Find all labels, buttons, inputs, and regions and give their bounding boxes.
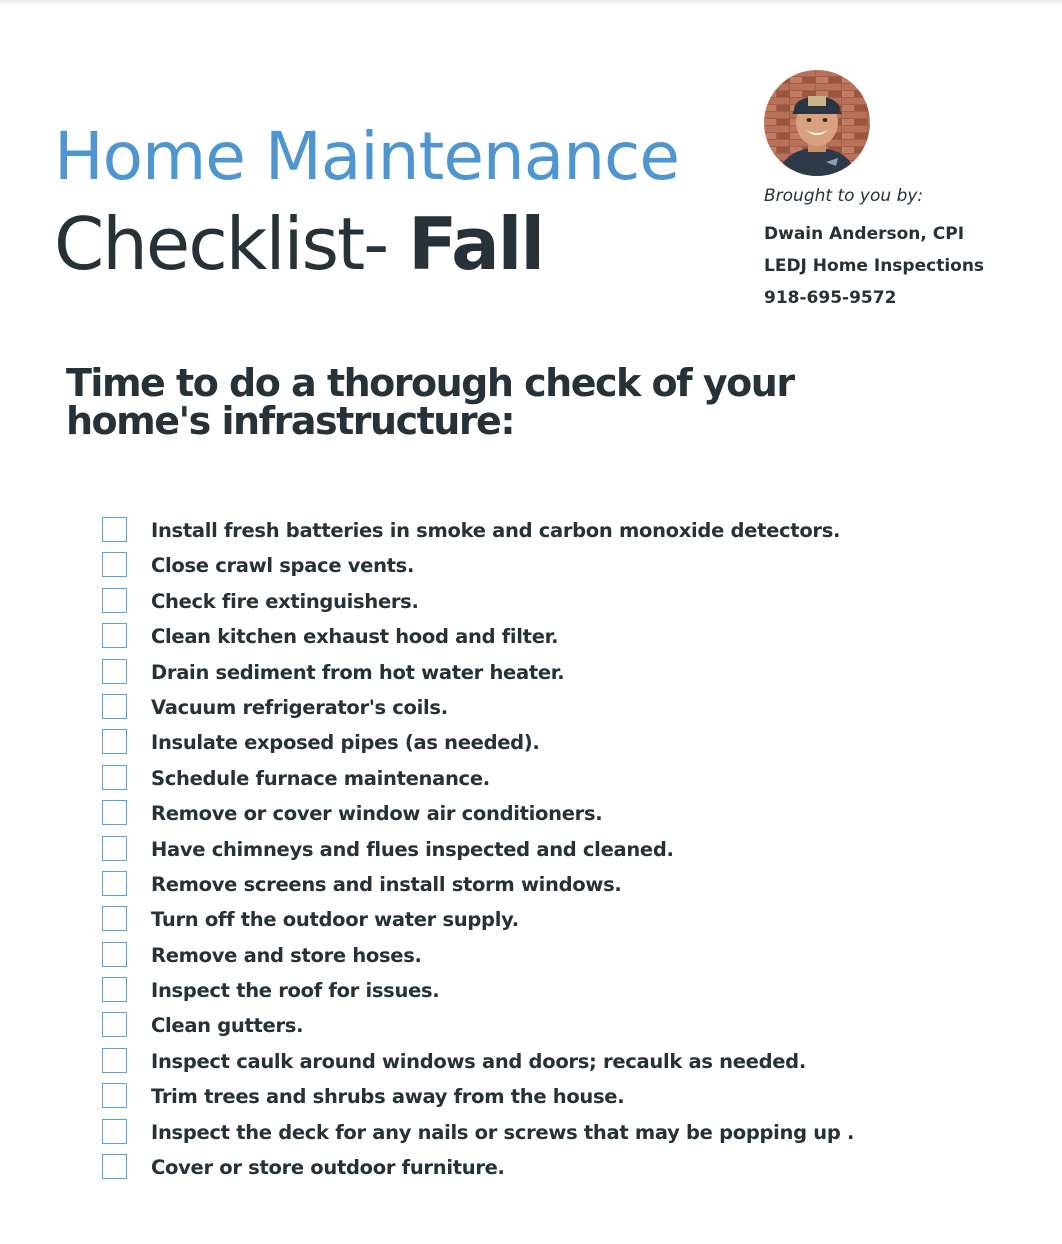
inspector-name: Dwain Anderson, CPI bbox=[764, 224, 965, 244]
checklist-item bbox=[102, 836, 854, 871]
checklist-item bbox=[102, 552, 854, 587]
checklist-item-text: Remove or cover window air conditioners. bbox=[151, 802, 603, 826]
checkbox[interactable] bbox=[102, 1048, 127, 1073]
checklist-item bbox=[102, 765, 854, 800]
company-name: LEDJ Home Inspections bbox=[764, 256, 985, 276]
checkbox[interactable] bbox=[102, 765, 127, 790]
phone-number: 918-695-9572 bbox=[764, 288, 897, 308]
checklist-item bbox=[102, 1083, 854, 1118]
checklist-item-text: Drain sediment from hot water heater. bbox=[151, 660, 565, 684]
checklist-item-text: Install fresh batteries in smoke and carbon monoxide detectors. bbox=[151, 519, 841, 542]
checklist-item-text: Vacuum refrigerator's coils. bbox=[151, 695, 448, 719]
checklist-item-text: Check fire extinguishers. bbox=[151, 589, 419, 613]
checklist-item-text: Have chimneys and flues inspected and cleaned. bbox=[151, 837, 674, 861]
checklist-item bbox=[102, 800, 854, 835]
checklist-item bbox=[102, 942, 854, 977]
checklist-item-text: Turn off the outdoor water supply. bbox=[151, 908, 519, 932]
checklist-item bbox=[102, 1048, 854, 1083]
checkbox[interactable] bbox=[102, 623, 127, 648]
checklist-item bbox=[102, 871, 854, 906]
checklist-item bbox=[102, 906, 854, 941]
checkbox[interactable] bbox=[102, 1012, 127, 1037]
checklist-item-text: Insulate exposed pipes (as needed). bbox=[151, 731, 540, 755]
checklist-item bbox=[102, 623, 854, 658]
title-line-2 bbox=[54, 202, 544, 286]
title-line-1: Home Maintenance bbox=[54, 118, 679, 195]
checklist-item bbox=[102, 588, 854, 623]
checklist-item bbox=[102, 977, 854, 1012]
checkbox[interactable] bbox=[102, 836, 127, 861]
inspector-photo-illustration bbox=[764, 70, 870, 176]
checklist-item-text: Remove screens and install storm windows. bbox=[151, 872, 622, 896]
checklist-item bbox=[102, 1119, 854, 1154]
credit-intro: Brought to you by: bbox=[764, 186, 924, 206]
checkbox[interactable] bbox=[102, 906, 127, 931]
page-top-edge bbox=[0, 0, 1062, 6]
checklist-item bbox=[102, 659, 854, 694]
checklist-item-text: Trim trees and shrubs away from the house. bbox=[151, 1085, 625, 1109]
checkbox[interactable] bbox=[102, 694, 127, 719]
checklist-item bbox=[102, 729, 854, 764]
checklist-item-text: Close crawl space vents. bbox=[151, 554, 415, 578]
checkbox[interactable] bbox=[102, 729, 127, 754]
checklist-item bbox=[102, 1154, 854, 1189]
checkbox[interactable] bbox=[102, 1154, 127, 1179]
checkbox[interactable] bbox=[102, 871, 127, 896]
maintenance-checklist bbox=[102, 517, 854, 1189]
checklist-item-text: Inspect the roof for issues. bbox=[151, 979, 440, 1003]
checkbox[interactable] bbox=[102, 977, 127, 1002]
checklist-item bbox=[102, 1012, 854, 1047]
checkbox[interactable] bbox=[102, 1083, 127, 1108]
checklist-item-text: Clean kitchen exhaust hood and filter. bbox=[151, 625, 559, 649]
checklist-item bbox=[102, 694, 854, 729]
checklist-item-text: Clean gutters. bbox=[151, 1014, 304, 1038]
checklist-item-text: Schedule furnace maintenance. bbox=[151, 766, 490, 790]
checkbox[interactable] bbox=[102, 942, 127, 967]
title-prefix: Checklist- bbox=[54, 202, 409, 286]
checklist-item-text: Remove and store hoses. bbox=[151, 943, 422, 967]
checklist-item bbox=[102, 517, 854, 552]
checklist-item-text: Inspect caulk around windows and doors; recaulk as needed. bbox=[151, 1049, 806, 1073]
inspector-photo bbox=[764, 70, 870, 176]
checklist-item-text: Cover or store outdoor furniture. bbox=[151, 1156, 505, 1180]
checkbox[interactable] bbox=[102, 800, 127, 825]
credit-block bbox=[764, 186, 984, 314]
section-heading: Time to do a thorough check of your home's infrastructure: bbox=[66, 361, 794, 443]
checkbox[interactable] bbox=[102, 659, 127, 684]
checkbox[interactable] bbox=[102, 517, 127, 542]
checkbox[interactable] bbox=[102, 552, 127, 577]
checkbox[interactable] bbox=[102, 1119, 127, 1144]
checklist-item-text: Inspect the deck for any nails or screws that may be popping up . bbox=[151, 1120, 855, 1144]
checkbox[interactable] bbox=[102, 588, 127, 613]
title-season: Fall bbox=[408, 202, 544, 286]
